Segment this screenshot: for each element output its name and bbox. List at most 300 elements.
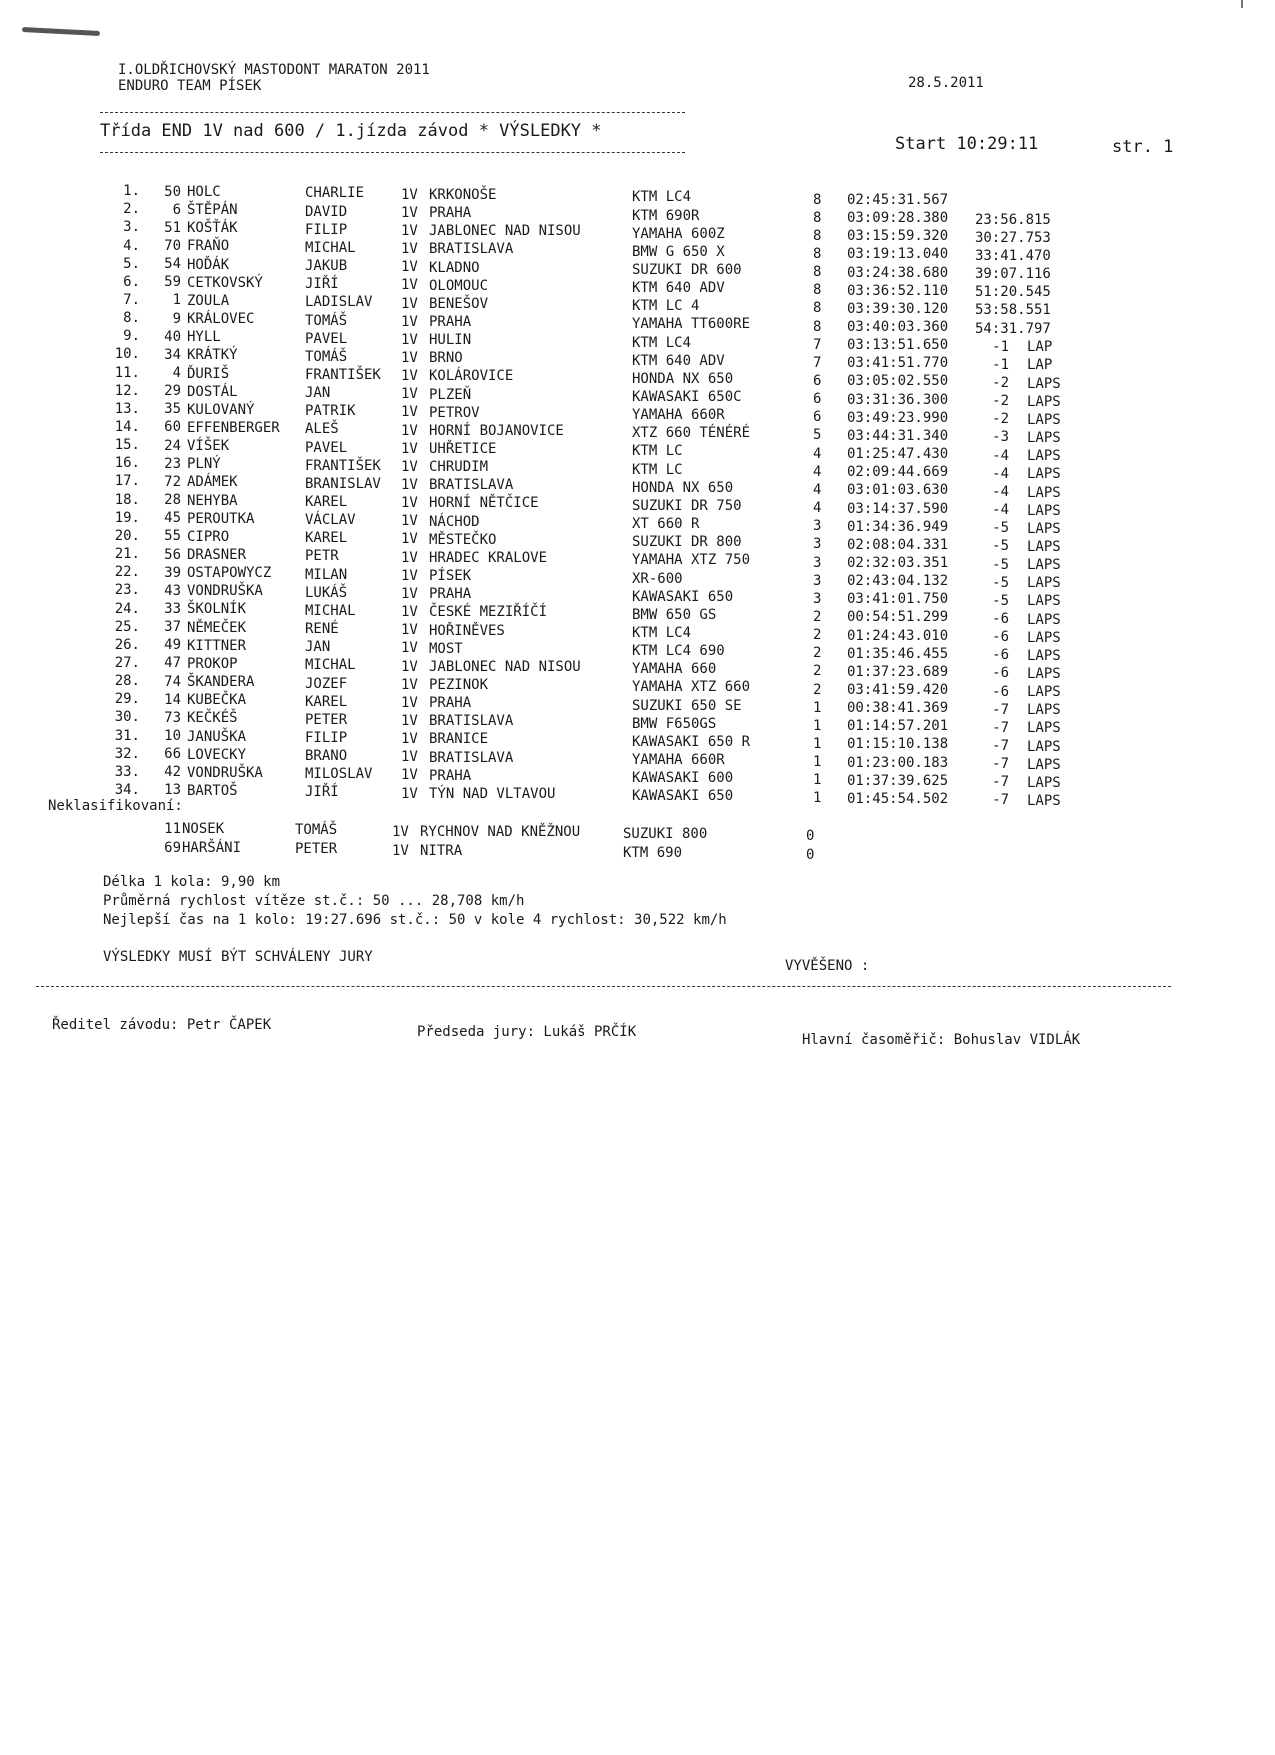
cell-laps: 0	[806, 828, 815, 845]
cell-time: 01:25:47.430	[847, 446, 949, 463]
cell-surname: OSTAPOWYCZ	[187, 565, 272, 582]
cell-time: 03:49:23.990	[847, 409, 949, 426]
cell-cls: 1V	[401, 313, 418, 330]
cell-diff: -6	[992, 683, 1009, 700]
cell-name: TOMÁŠ	[295, 822, 338, 839]
cell-unit: LAPS	[1027, 575, 1061, 592]
cell-bike: YAMAHA 660R	[632, 407, 725, 424]
cell-time: 03:40:03.360	[847, 319, 949, 335]
cell-surname: ŠKANDERA	[187, 674, 255, 691]
cell-pos: 19.	[114, 509, 140, 526]
cell-name: PAVEL	[305, 330, 348, 347]
cell-city: PRAHA	[429, 767, 472, 784]
cell-bike: BMW G 650 X	[632, 243, 725, 260]
cell-pos: 22.	[114, 564, 140, 581]
cell-laps: 8	[813, 227, 822, 244]
cell-cls: 1V	[401, 386, 418, 403]
cell-time: 02:08:04.331	[847, 536, 949, 553]
cell-time: 01:37:23.689	[847, 663, 949, 680]
cell-cls: 1V	[401, 295, 418, 312]
cell-time: 01:15:10.138	[847, 736, 949, 753]
cell-city: RYCHNOV NAD KNĚŽNOU	[420, 823, 581, 840]
unclassified-label: Neklasifikovaní:	[48, 798, 183, 814]
cell-diff: -6	[992, 647, 1009, 664]
cell-laps: 1	[813, 790, 822, 807]
cell-city: BRATISLAVA	[429, 713, 514, 730]
cell-laps: 1	[813, 772, 822, 789]
cell-bike: YAMAHA 600Z	[632, 225, 725, 242]
cell-diff: -2	[992, 411, 1009, 428]
cell-pos: 28.	[114, 673, 140, 690]
cell-bike: KTM LC4	[632, 624, 692, 641]
cell-unit: LAPS	[1027, 611, 1061, 628]
cell-diff: 33:41.470	[975, 247, 1051, 264]
cell-time: 01:24:43.010	[847, 627, 949, 644]
cell-bike: BMW 650 GS	[632, 606, 717, 623]
cell-surname: HARŠÁNI	[182, 839, 242, 856]
staple-mark	[22, 27, 100, 36]
cell-surname: NEHYBA	[187, 492, 238, 509]
cell-laps: 3	[813, 572, 822, 589]
cell-unit: LAPS	[1027, 756, 1061, 773]
cell-surname: KRÁTKÝ	[187, 347, 238, 364]
cell-name: PETR	[305, 548, 339, 565]
cell-surname: VÍŠEK	[187, 438, 230, 455]
cell-surname: KITTNER	[187, 637, 247, 654]
cell-surname: KOŠŤÁK	[187, 220, 238, 237]
cell-num: 23	[164, 455, 181, 472]
cell-diff: -4	[992, 483, 1009, 500]
cell-num: 9	[172, 310, 181, 327]
cell-pos: 17.	[114, 473, 140, 490]
cell-name: PETER	[295, 841, 338, 858]
cell-diff: -5	[992, 538, 1009, 555]
cell-bike: KTM 690R	[632, 207, 700, 224]
cell-bike: YAMAHA XTZ 660	[632, 679, 751, 696]
cell-name: FILIP	[305, 729, 348, 746]
cell-unit: LAPS	[1027, 793, 1061, 810]
cell-num: 13	[164, 782, 181, 799]
cell-surname: KRÁLOVEC	[187, 311, 255, 328]
cell-cls: 1V	[401, 785, 418, 802]
cell-city: HOŘINĚVES	[429, 622, 505, 639]
cell-pos: 33.	[114, 763, 140, 780]
cell-cls: 1V	[401, 640, 418, 657]
cell-time: 01:37:39.625	[847, 772, 949, 789]
cell-diff: -2	[992, 393, 1009, 410]
cell-cls: 1V	[392, 823, 409, 840]
cell-name: DAVID	[305, 203, 348, 220]
cell-diff: -6	[992, 610, 1009, 627]
cell-cls: 1V	[401, 676, 418, 693]
cell-pos: 25.	[114, 618, 140, 635]
cell-time: 00:38:41.369	[847, 700, 949, 717]
table-row	[0, 839, 1275, 864]
organizer: ENDURO TEAM PÍSEK	[118, 78, 262, 94]
cell-pos: 23.	[114, 582, 140, 599]
cell-bike: SUZUKI DR 800	[632, 534, 742, 551]
cell-num: 33	[164, 600, 181, 617]
cell-laps: 8	[813, 318, 822, 335]
cell-laps: 6	[813, 391, 822, 408]
cell-pos: 31.	[114, 727, 140, 744]
cell-laps: 8	[813, 300, 822, 317]
cell-city: BRATISLAVA	[429, 241, 514, 258]
cell-pos: 8.	[123, 310, 140, 327]
cell-name: ALEŠ	[305, 421, 339, 438]
cell-num: 4	[172, 365, 181, 382]
cell-city: ČESKÉ MEZIŘÍČÍ	[429, 604, 548, 621]
cell-cls: 1V	[401, 404, 418, 421]
cell-unit: LAPS	[1027, 375, 1061, 392]
cell-surname: PLNÝ	[187, 456, 221, 473]
cell-unit: LAPS	[1027, 393, 1061, 410]
cell-cls: 1V	[401, 712, 418, 729]
cell-time: 03:05:02.550	[847, 373, 949, 390]
cell-laps: 4	[813, 500, 822, 517]
cell-unit: LAPS	[1027, 557, 1061, 574]
cell-bike: KTM LC4	[632, 189, 692, 206]
cell-num: 6	[172, 201, 181, 218]
cell-name: CHARLIE	[305, 185, 365, 202]
cell-bike: KTM LC4	[632, 334, 692, 351]
cell-unit: LAPS	[1027, 720, 1061, 737]
cell-laps: 8	[813, 191, 822, 208]
cell-unit: LAPS	[1027, 411, 1061, 428]
cell-bike: XTZ 660 TÉNÉRÉ	[632, 425, 751, 442]
cell-surname: PEROUTKA	[187, 510, 255, 527]
cell-name: JIŘÍ	[305, 276, 339, 293]
cell-laps: 8	[813, 209, 822, 226]
cell-name: BRANO	[305, 748, 348, 765]
cell-pos: 30.	[114, 709, 140, 726]
cell-time: 03:01:03.630	[847, 482, 949, 499]
cell-laps: 7	[813, 336, 822, 353]
table-row	[0, 820, 1275, 845]
page-number: str. 1	[1112, 137, 1174, 157]
cell-time: 03:44:31.340	[847, 427, 949, 444]
cell-cls: 1V	[401, 440, 418, 457]
cell-cls: 1V	[401, 331, 418, 348]
cell-city: BRATISLAVA	[429, 477, 514, 494]
cell-city: KLADNO	[429, 259, 480, 276]
director-signature: Ředitel závodu: Petr ČAPEK	[52, 1017, 272, 1033]
cell-name: JAN	[305, 385, 331, 402]
cell-cls: 1V	[401, 694, 418, 711]
approval-note: VÝSLEDKY MUSÍ BÝT SCHVÁLENY JURY	[103, 949, 373, 965]
cell-surname: HOLC	[187, 184, 221, 201]
cell-time: 03:15:59.320	[847, 228, 949, 245]
cell-num: 28	[164, 492, 181, 509]
cell-diff: 23:56.815	[975, 211, 1051, 228]
cell-city: TÝN NAD VLTAVOU	[429, 785, 556, 802]
cell-num: 43	[164, 582, 181, 599]
cell-city: CHRUDIM	[429, 459, 489, 476]
cell-laps: 2	[813, 663, 822, 680]
cell-num: 39	[164, 564, 181, 581]
cell-bike: SUZUKI 800	[623, 826, 708, 843]
cell-unit: LAP	[1027, 339, 1053, 356]
cell-name: TOMÁŠ	[305, 348, 348, 365]
cell-num: 55	[164, 528, 181, 545]
cell-time: 03:31:36.300	[847, 391, 949, 408]
cell-name: FILIP	[305, 221, 348, 238]
cell-laps: 8	[813, 264, 822, 281]
cell-unit: LAPS	[1027, 538, 1061, 555]
cell-unit: LAPS	[1027, 666, 1061, 682]
cell-name: TOMÁŠ	[305, 312, 348, 329]
cell-num: 14	[164, 691, 181, 708]
cell-laps: 4	[813, 481, 822, 498]
cell-city: HORNÍ NĚTČICE	[429, 495, 539, 512]
cell-cls: 1V	[401, 222, 418, 239]
cell-name: PATRIK	[305, 403, 356, 420]
cell-time: 01:23:00.183	[847, 754, 949, 771]
timekeeper-signature: Hlavní časoměřič: Bohuslav VIDLÁK	[802, 1032, 1081, 1048]
cell-time: 03:14:37.590	[847, 500, 949, 517]
cell-diff: -1	[992, 356, 1009, 373]
table-row	[0, 310, 1275, 337]
cell-name: JIŘÍ	[305, 784, 339, 801]
cell-name: KAREL	[305, 693, 348, 710]
cell-name: LADISLAV	[305, 294, 373, 311]
cell-time: 02:45:31.567	[847, 191, 949, 208]
cell-laps: 3	[813, 590, 822, 607]
cell-num: 40	[164, 328, 181, 345]
cell-name: JAKUB	[305, 258, 348, 275]
cell-num: 51	[164, 219, 181, 236]
cell-laps: 2	[813, 681, 822, 698]
cell-city: MOST	[429, 640, 463, 657]
cell-cls: 1V	[401, 549, 418, 566]
cell-surname: ĎURIŠ	[187, 365, 230, 382]
cell-time: 03:09:28.380	[847, 210, 949, 227]
cell-time: 02:32:03.351	[847, 554, 949, 571]
cell-surname: VONDRUŠKA	[187, 583, 263, 600]
cell-cls: 1V	[401, 749, 418, 766]
cell-num: 54	[164, 256, 181, 273]
cell-cls: 1V	[401, 349, 418, 366]
cell-city: HRADEC KRALOVE	[429, 549, 548, 566]
cell-diff: -5	[992, 574, 1009, 591]
cell-city: UHŘETICE	[429, 441, 497, 458]
cell-diff: -3	[992, 429, 1009, 446]
event-title: I.OLDŘICHOVSKÝ MASTODONT MARATON 2011	[118, 62, 430, 78]
cell-diff: -5	[992, 556, 1009, 573]
cell-unit: LAPS	[1027, 502, 1061, 519]
cell-num: 35	[164, 401, 181, 418]
cell-num: 72	[164, 473, 181, 490]
table-row	[0, 291, 1275, 319]
cell-unit: LAPS	[1027, 593, 1061, 610]
cell-bike: KTM LC4 690	[632, 643, 725, 660]
cell-pos: 32.	[114, 745, 140, 762]
cell-pos: 24.	[114, 600, 140, 617]
cell-num: 49	[164, 637, 181, 654]
cell-laps: 3	[813, 554, 822, 571]
cell-unit: LAP	[1027, 357, 1053, 374]
cell-pos: 34.	[114, 782, 140, 799]
cell-pos: 27.	[114, 654, 140, 671]
cell-bike: KAWASAKI 650 R	[632, 733, 751, 750]
lap-length: Délka 1 kola: 9,90 km	[103, 874, 281, 890]
cell-cls: 1V	[401, 531, 418, 548]
cell-diff: -6	[992, 629, 1009, 646]
divider-top	[100, 112, 685, 113]
cell-bike: HONDA NX 650	[632, 370, 734, 387]
cell-city: PÍSEK	[429, 568, 472, 585]
cell-name: MICHAL	[305, 602, 356, 619]
cell-bike: KTM 640 ADV	[632, 352, 725, 369]
cell-laps: 7	[813, 354, 822, 371]
cell-cls: 1V	[401, 658, 418, 675]
cell-name: BRANISLAV	[305, 475, 381, 492]
cell-city: HORNÍ BOJANOVICE	[429, 422, 564, 439]
cell-num: 10	[164, 728, 181, 745]
cell-laps: 4	[813, 463, 822, 480]
cell-time: 03:19:13.040	[847, 246, 949, 263]
cell-surname: DOSTÁL	[187, 383, 238, 400]
cell-cls: 1V	[401, 731, 418, 748]
jury-signature: Předseda jury: Lukáš PRČÍK	[417, 1024, 637, 1040]
cell-cls: 1V	[401, 477, 418, 493]
cell-bike: XR-600	[632, 570, 683, 587]
cell-pos: 14.	[114, 419, 140, 436]
cell-name: MILAN	[305, 566, 348, 583]
cell-cls: 1V	[401, 186, 418, 203]
cell-laps: 6	[813, 409, 822, 426]
cell-surname: CIPRO	[187, 528, 230, 545]
table-row	[0, 237, 1275, 264]
table-row	[0, 183, 1275, 208]
cell-laps: 6	[813, 373, 822, 390]
start-time: Start 10:29:11	[895, 134, 1039, 154]
cell-pos: 9.	[123, 328, 140, 345]
cell-cls: 1V	[401, 422, 418, 439]
cell-pos: 6.	[123, 273, 140, 290]
cell-bike: KAWASAKI 600	[632, 770, 734, 787]
cell-surname: HYLL	[187, 329, 221, 346]
cell-name: RENÉ	[305, 621, 339, 638]
cell-unit: LAPS	[1027, 738, 1061, 755]
cell-cls: 1V	[401, 458, 418, 475]
cell-time: 03:36:52.110	[847, 282, 949, 299]
cell-unit: LAPS	[1027, 647, 1061, 664]
cell-time: 01:34:36.949	[847, 518, 949, 535]
cell-name: MICHAL	[305, 657, 356, 674]
cell-time: 03:41:01.750	[847, 591, 949, 608]
cell-unit: LAPS	[1027, 774, 1061, 791]
cell-diff: -6	[992, 665, 1009, 682]
cell-cls: 1V	[401, 585, 418, 602]
cell-unit: LAPS	[1027, 520, 1061, 537]
cell-pos: 15.	[114, 437, 140, 454]
cell-bike: KTM LC	[632, 461, 683, 478]
cell-pos: 11.	[114, 364, 140, 381]
cell-pos: 7.	[123, 291, 140, 308]
cell-time: 03:13:51.650	[847, 337, 949, 354]
cell-diff: -5	[992, 592, 1009, 609]
cell-num: 42	[164, 764, 181, 781]
cell-pos: 20.	[114, 527, 140, 544]
cell-bike: SUZUKI DR 750	[632, 497, 742, 514]
cell-city: JABLONEC NAD NISOU	[429, 223, 581, 240]
cell-laps: 5	[813, 427, 822, 444]
cell-laps: 1	[813, 699, 822, 716]
cell-num: 70	[164, 237, 181, 254]
cell-laps: 0	[806, 847, 815, 864]
cell-surname: DRASNER	[187, 547, 247, 564]
event-date: 28.5.2011	[908, 75, 984, 91]
cell-time: 01:35:46.455	[847, 645, 949, 662]
cell-unit: LAPS	[1027, 430, 1061, 447]
divider-bottom	[36, 986, 1171, 987]
cell-surname: NOSEK	[182, 820, 225, 837]
best-lap: Nejlepší čas na 1 kolo: 19:27.696 st.č.: 50 v kole 4 rychlost: 30,522 km/h	[103, 912, 727, 928]
cell-bike: YAMAHA 660	[632, 661, 717, 678]
cell-surname: ŠKOLNÍK	[187, 601, 247, 618]
cell-num: 60	[164, 419, 181, 436]
cell-bike: BMW F650GS	[632, 715, 717, 732]
cell-name: MILOSLAV	[305, 766, 373, 783]
cell-pos: 4.	[123, 237, 140, 254]
cell-bike: SUZUKI DR 600	[632, 261, 742, 278]
cell-name: VÁCLAV	[305, 512, 356, 529]
class-title: Třída END 1V nad 600 / 1.jízda závod * VÝSLEDKY *	[100, 121, 602, 141]
cell-bike: KAWASAKI 650	[632, 788, 734, 805]
cell-diff: -7	[992, 738, 1009, 754]
cell-time: 03:41:51.770	[847, 355, 949, 372]
cell-unit: LAPS	[1027, 448, 1061, 465]
cell-city: OLOMOUC	[429, 277, 489, 294]
cell-unit: LAPS	[1027, 484, 1061, 501]
cell-name: JAN	[305, 639, 331, 656]
cell-pos: 13.	[114, 400, 140, 417]
cell-bike: KAWASAKI 650	[632, 588, 734, 605]
cell-bike: XT 660 R	[632, 516, 700, 533]
divider-title	[100, 152, 685, 153]
winner-avg-speed: Průměrná rychlost vítěze st.č.: 50 ... 28,708 km/h	[103, 893, 525, 909]
cell-name: KAREL	[305, 494, 348, 510]
cell-cls: 1V	[401, 368, 418, 385]
cell-name: FRANTIŠEK	[305, 457, 381, 474]
cell-num: 69	[164, 839, 181, 856]
cell-unit: LAPS	[1027, 684, 1061, 701]
cell-diff: -2	[992, 375, 1009, 391]
cell-laps: 8	[813, 282, 822, 299]
cell-unit: LAPS	[1027, 466, 1061, 483]
cell-surname: ZOULA	[187, 292, 230, 309]
cell-name: PAVEL	[305, 439, 348, 456]
cell-laps: 3	[813, 536, 822, 553]
cell-diff: -7	[992, 719, 1009, 736]
cell-surname: EFFENBERGER	[187, 419, 280, 436]
cell-time: 02:09:44.669	[847, 464, 949, 481]
cell-surname: KEČKÉŠ	[187, 710, 238, 727]
cell-num: 11	[164, 820, 181, 837]
cell-cls: 1V	[401, 277, 418, 294]
cell-laps: 1	[813, 717, 822, 734]
cell-laps: 1	[813, 736, 822, 753]
cell-bike: HONDA NX 650	[632, 479, 734, 496]
cell-surname: PROKOP	[187, 655, 238, 672]
cell-diff: 30:27.753	[975, 229, 1051, 246]
cell-time: 02:43:04.132	[847, 573, 949, 590]
scan-edge	[1241, 0, 1243, 8]
cell-bike: KTM 690	[623, 845, 683, 862]
cell-time: 03:24:38.680	[847, 264, 949, 281]
cell-bike: KAWASAKI 650C	[632, 389, 742, 406]
